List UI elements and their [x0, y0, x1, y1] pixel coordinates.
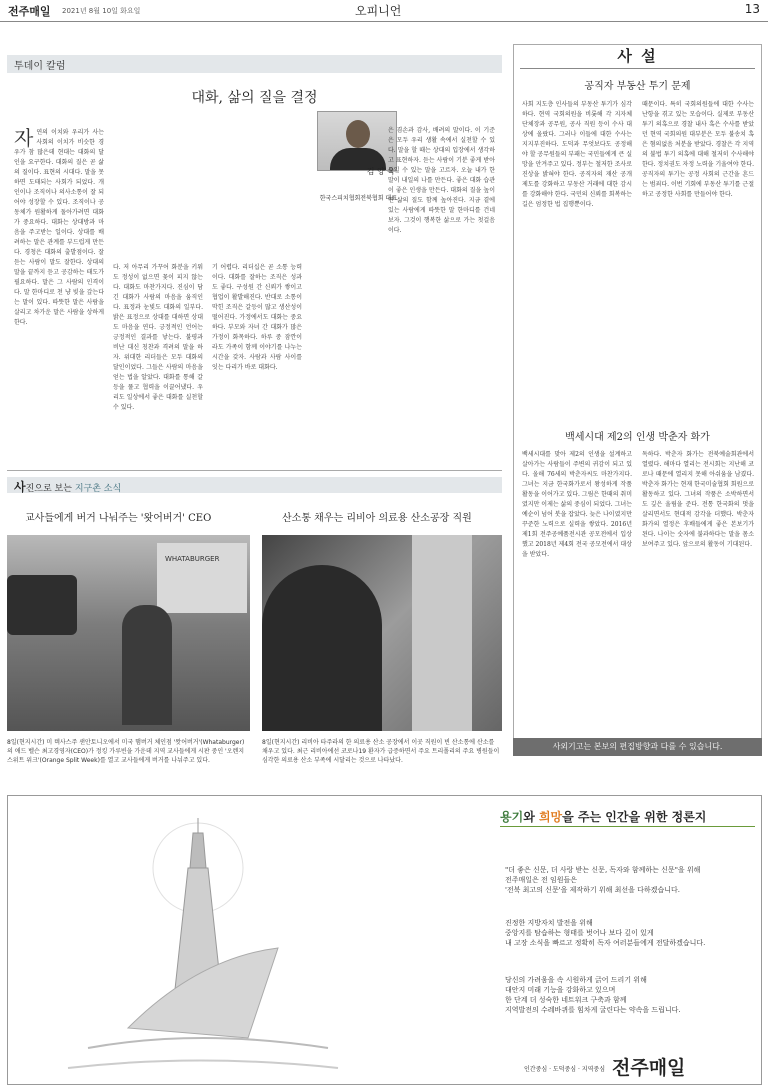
news-section-label: 사진으로 보는 지구촌 소식	[14, 480, 122, 494]
editorial-rule	[520, 68, 755, 69]
lighthouse-ship-illustration	[48, 798, 348, 1083]
page-header	[0, 0, 768, 22]
news-headline-2: 산소통 채우는 리비아 의료용 산소공장 직원	[282, 513, 472, 524]
editorial-text-2a: 백세시대를 맞아 제2의 인생을 설계하고 살아가는 사람들이 주변의 귀감이 되고 있다. 올해 76세의 박춘자씨도 마찬가지다. 그녀는 지금 한국화가로서 왕성하게 작품 활동을 이어가고 있다. 그림은 한때의 취미였지만 이제는 삶의 중심이 되었다. 그녀는 예순이 넘어 붓을 잡았다. 늦은 나이였지만 꾸준한 노력으로 실력을 쌓았다. 2016년 제1회 전주공예품전시관 공모전에서 입상했고 2018년 제4회 전국 공모전에서 대상을 받았다.	[522, 451, 632, 558]
editorial-headline-2: 백세시대 제2의 인생 박춘자 화가	[565, 432, 710, 443]
editorial-text-1a: 사회 지도층 인사들의 부동산 투기가 심각하다. 현역 국회의원을 비롯해 각 지자체 단체장과 공무원, 공사 직원 등이 수사 대상에 올랐다. 그러나 이들에 대한 수사는 지지부진하다. 도덕과 무엇보다도 공정해야 할 공무원들의 부패는 국민들에게 큰 실망을 안겨주고 있다. 정부는 철저한 조사로 진상을 밝혀야 한다. 공직자의 재산 공개 제도를 강화하고 부동산 거래에 대한 감시를 강화해야 한다. 국민의 신뢰를 회복하는 길은 엄정한 법 집행뿐이다.	[522, 101, 632, 208]
ad-logo: 전주매일	[612, 1057, 686, 1079]
ad-paragraph-2: 진정한 지방자치 발전을 위해 중앙지를 탐습하는 형태를 벗어나 보다 깊이 있게 내 고장 소식을 빠르고 정확히 독자 여러분들에게 전달하겠습니다.	[505, 919, 706, 947]
column-text-2: 다. 저 아무리 가꾸어 화분을 키워도 정성이 없으면 꽃이 피지 않는다. 대화도 마찬가지다. 진심이 담긴 대화가 사람의 마음을 움직인다. 표정과 눈빛도 대화의 일부다. 밝은 표정으로 상대를 대하면 상대도 마음을 연다. 긍정적인 언어는 긍정적인 결과를 낳는다. 불평과 비난 대신 칭찬과 격려의 말을 하자. 위대한 리더들은 모두 대화의 달인이었다. 그들은 사람의 마음을 얻는 법을 알았다. 대화를 통해 갈등을 풀고 협력을 이끌어냈다. 우리도 일상에서 좋은 대화를 실천할 수 있다.	[113, 264, 203, 411]
dropcap: 자	[14, 128, 34, 150]
column-label-band	[7, 55, 502, 73]
column-text-1: 자 연의 이치와 우리가 사는 사회의 이치가 비슷한 경우가 참 많은데 현대는 대화의 달인을 요구한다. 대화의 질은 곧 삶의 질이다. 표현의 시대다. 말을 못하면 도태되는 사회가 되었다. 개인이나 조직이나 의사소통이 잘 되어야 성장할 수 있다. 조직이나 공동체가 원활하게 돌아가려면 대화가 중요하다. 대화는 상대방과 마음을 주고받는 일이다. 상대를 배려하는 말은 관계를 부드럽게 만든다. 경청은 대화의 출발점이다. 잘 듣는 사람이 말도 잘한다. 상대의 말을 끝까지 듣고 공감하는 태도가 필요하다. 말은 그 사람의 인격이다. 말 한마디로 천 냥 빚을 갚는다는 말이 있다. 따뜻한 말은 사람을 살리고 차가운 말은 사람을 상하게 한다.	[14, 128, 104, 326]
truck-brand-text: WHATABURGER	[165, 555, 220, 563]
editorial-text-1b: 때문이다. 특히 국회의원들에 대한 수사는 난항을 겪고 있는 모습이다. 실제로 부동산 투기 의혹으로 경찰 내사 혹은 수사를 받았던 현역 국회의원 대부분은 모두 불송치 혹은 혐의없음 처분을 받았다. 경찰은 각 지역의 불법 투기 의혹에 대해 철저히 수사해야 한다. 정치권도 자정 노력을 기울여야 한다. 공직자의 투기는 공정 사회의 근간을 흔드는 범죄다. 이번 기회에 부동산 투기를 근절하고 공정한 사회를 만들어야 한다.	[642, 101, 754, 198]
column-title: 대화, 삶의 질을 결정	[191, 90, 318, 106]
news-photo-oxygen	[262, 535, 502, 731]
editorial-text-2b: 독하다. 박춘자 화가는 전북예술회관에서 열렸다. 해마다 열리는 전시회는 지난해 코로나 때문에 열리지 못해 아쉬움을 남겼다. 박춘자 화가는 현재 한국미술협회 회원으로 활동하고 있다. 그녀의 작품은 소박하면서도 깊은 울림을 준다. 전통 한국화의 멋을 살리면서도 현대적 감각을 더했다. 박춘자 화가의 열정은 후배들에게 좋은 본보기가 된다. 나이는 숫자에 불과하다는 말을 몸소 보여주고 있다. 앞으로의 활동이 기대된다.	[642, 451, 754, 548]
news-caption-1: 8일(현지시간) 미 텍사스주 샌안토니오에서 미국 햄버거 체인점 '왓어버거'(Whataburger)의 애드 벨슨 최고경영자(CEO)가 정킹 가루빈을 가운데 지역 교사들에게 시판 중인 '오렌지 스위트 위크'(Orange Split Week)를 열고 교사들에게 버거를 나눠주고 있다.	[7, 739, 245, 764]
news-photo-burger	[7, 535, 250, 731]
editorial-disclaimer: 사외기고는 본보의 편집방향과 다를 수 있습니다.	[513, 738, 762, 756]
news-headline-1: 교사들에게 버거 나눠주는 '왓어버거' CEO	[25, 513, 212, 524]
page-number: 13	[744, 2, 760, 16]
issue-date: 2021년 8월 10일 화요일	[62, 7, 141, 15]
column-label: 투데이 칼럼	[14, 61, 66, 72]
newspaper-logo: 전주매일	[8, 5, 51, 18]
editorial-headline-1: 공직자 부동산 투기 문제	[584, 81, 691, 92]
news-caption-2: 8일(현지시간) 리비아 타주라의 한 의료용 산소 공장에서 이곳 직원이 빈 산소통에 산소를 채우고 있다. 최근 리비아에선 코로나19 환자가 급증하면서 주요 트리폴리의 주요 병원들이 심각한 의료용 산소 부족에 시달리는 것으로 나타났다.	[262, 739, 500, 764]
ad-headline: 용기와 희망을 주는 인간을 위한 정론지	[500, 810, 707, 824]
ad-paragraph-1: "더 좋은 신문, 더 사랑 받는 신문, 독자와 함께하는 신문"을 위해 전주매일은 전 임원들은 '전북 최고의 신문'을 제작하기 위해 최선을 다하겠습니다.	[505, 866, 701, 894]
ad-rule	[500, 826, 755, 827]
section-divider	[7, 470, 502, 471]
author-organization: 한국스피치협회전북협회 대표	[319, 195, 397, 202]
author-photo	[317, 111, 397, 171]
column-text-3: 기 어렵다. 리더십은 곧 소통 능력이다. 대화를 잘하는 조직은 성과도 좋다. 구성원 간 신뢰가 쌓이고 협업이 활발해진다. 반대로 소통이 막힌 조직은 갈등이 많고 생산성이 떨어진다. 가정에서도 대화는 중요하다. 부모와 자녀 간 대화가 많은 가정이 화목하다. 하루 중 잠깐이라도 가족이 함께 이야기를 나누는 시간을 갖자. 사람과 사람 사이를 잇는 다리가 바로 대화다.	[212, 264, 302, 371]
author-name: 김 양 옥	[366, 167, 395, 176]
ad-tagline: 인간중심 · 도덕중심 · 지역중심	[524, 1066, 605, 1073]
section-title: 오피니언	[355, 4, 402, 18]
editorial-title: 사 설	[617, 47, 658, 65]
ad-paragraph-3: 당신의 가려움을 속 시원하게 긁어 드리기 위해 대안지 미래 기능을 강화하고 있으며 한 단계 더 성숙한 네트워크 구축과 함께 지역발전의 수레바퀴를 힘차게 굴린다는 약속을 드립니다.	[505, 976, 681, 1014]
column-text-4: 은 겸손과 감사, 배려의 말이다. 이 기준은 모두 우리 생활 속에서 실천할 수 있다. 말을 할 때는 상대의 입장에서 생각하고 표현하자. 듣는 사람이 기분 좋게 받아들일 수 있는 말을 고르자. 오늘 내가 한 말이 내일의 나를 만든다. 좋은 대화 습관이 좋은 인생을 만든다. 대화의 질을 높이면 삶의 질도 함께 높아진다. 지금 곁에 있는 사람에게 따뜻한 말 한마디를 건네 보자. 그것이 행복한 삶으로 가는 첫걸음이다.	[388, 127, 495, 234]
